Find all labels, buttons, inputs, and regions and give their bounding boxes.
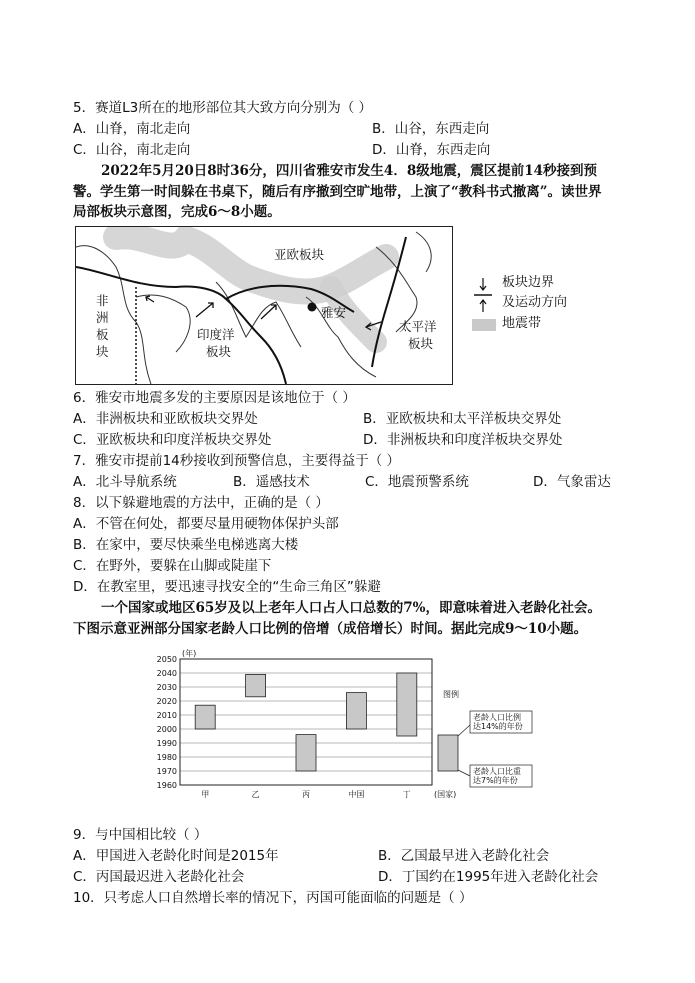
x-category-label: 甲 — [201, 790, 210, 799]
label-africa-char3: 板 — [96, 327, 109, 342]
q7-stem: 7．雅安市提前14秒接收到预警信息，主要得益于（ ） — [73, 453, 401, 469]
x-category-label: 中国 — [348, 790, 365, 799]
legend-belt-label: 地震带 — [502, 316, 542, 331]
q8-option-a: A．不管在何处，都要尽量用硬物体保护头部 — [73, 516, 339, 532]
y-tick-label: 2050 — [156, 655, 177, 664]
bar — [195, 705, 215, 729]
bar — [246, 674, 266, 696]
label-eurasia-plate: 亚欧板块 — [274, 247, 325, 262]
q7-option-d: D．气象雷达 — [533, 474, 611, 490]
legend-top-text: 达14%的年份 — [473, 722, 523, 731]
label-indian-plate-2: 板块 — [206, 344, 232, 359]
q6-option-c: C．亚欧板块和印度洋板块交界处 — [73, 432, 272, 448]
y-tick-label: 2030 — [156, 683, 177, 692]
legend-boundary-label-2: 及运动方向 — [502, 295, 568, 310]
legend-bottom-text: 老龄人口比重 — [473, 767, 521, 776]
label-pacific-plate-1: 太平洋 — [399, 319, 437, 334]
arrow-india-north — [261, 305, 276, 319]
boundary-legend-icon — [470, 275, 500, 315]
arrow-indian-north — [196, 303, 213, 317]
y-tick-label: 2020 — [156, 697, 177, 706]
y-unit-label: (年) — [182, 649, 197, 658]
q6-option-b: B．亚欧板块和太平洋板块交界处 — [363, 411, 562, 427]
q8-option-b: B．在家中，要尽快乘坐电梯逃离大楼 — [73, 537, 299, 553]
q8-option-c: C．在野外，要躲在山脚或陡崖下 — [73, 558, 272, 574]
q8-option-d: D．在教室里，要迅速寻找安全的“生命三角区”躲避 — [73, 579, 381, 595]
q5-stem: 5．赛道L3所在的地形部位其大致方向分别为（ ） — [73, 100, 372, 116]
q5-option-b: B．山谷，东西走向 — [372, 121, 490, 137]
x-category-label: 丁 — [402, 790, 411, 799]
q9-option-a: A．甲国进入老龄化时间是2015年 — [73, 848, 279, 864]
arrow-africa — [146, 296, 154, 302]
yaan-point — [308, 303, 317, 312]
x-category-label: 丙 — [302, 790, 310, 799]
q7-option-a: A．北斗导航系统 — [73, 474, 177, 490]
q5-option-a: A．山脊，南北走向 — [73, 121, 191, 137]
intro1-line3: 局部板块示意图，完成6～8小题。 — [73, 204, 281, 220]
y-tick-label: 1980 — [156, 753, 177, 762]
q7-option-b: B．遥感技术 — [233, 474, 310, 490]
bar — [296, 735, 316, 771]
q5-option-d: D．山脊，东西走向 — [372, 142, 491, 158]
q9-option-c: C．丙国最迟进入老龄化社会 — [73, 869, 245, 885]
x-axis-label: (国家) — [434, 790, 457, 799]
x-category-label: 乙 — [251, 790, 260, 799]
arabia-coast — [136, 295, 190, 352]
q9-option-d: D．丁国约在1995年进入老龄化社会 — [378, 869, 599, 885]
aging-chart-svg — [150, 647, 540, 807]
intro2-line1: 一个国家或地区65岁及以上老年人口占人口总数的7%，即意味着进入老龄化社会。 — [101, 600, 602, 616]
japan-coast — [416, 232, 431, 272]
q8-stem: 8．以下躲避地震的方法中，正确的是（ ） — [73, 495, 329, 511]
label-africa-char2: 洲 — [96, 310, 109, 325]
intro1-line2: 警。学生第一时间躲在书桌下，随后有序撤到空旷地带，上演了“教科书式撤离”。读世界 — [73, 184, 602, 200]
legend-belt-swatch — [472, 319, 496, 331]
legend-bar-swatch — [438, 735, 458, 771]
legend-leader-top — [458, 725, 470, 736]
legend-leader-bottom — [458, 770, 470, 776]
legend-boundary-label-1: 板块边界 — [502, 275, 555, 290]
label-pacific-plate-2: 板块 — [408, 336, 434, 351]
intro1-line1: 2022年5月20日8时36分，四川省雅安市发生4．8级地震，震区提前14秒接到预 — [101, 163, 598, 179]
label-indian-plate-1: 印度洋 — [197, 327, 235, 342]
q6-stem: 6．雅安市地震多发的主要原因是该地位于（ ） — [73, 390, 356, 406]
aging-chart — [150, 647, 540, 811]
y-tick-label: 1970 — [156, 767, 177, 776]
label-africa-char1: 非 — [96, 293, 109, 308]
legend-bottom-text: 达7%的年份 — [473, 776, 518, 785]
label-yaan: 雅安 — [321, 305, 347, 320]
q9-option-b: B．乙国最早进入老龄化社会 — [378, 848, 550, 864]
legend-top-text: 老龄人口比例 — [473, 713, 521, 722]
q6-option-d: D．非洲板块和印度洋板块交界处 — [363, 432, 563, 448]
y-tick-label: 2010 — [156, 711, 177, 720]
earthquake-belt — [116, 236, 386, 291]
y-tick-label: 1990 — [156, 739, 177, 748]
bar — [346, 693, 366, 729]
q5-option-c: C．山谷，南北走向 — [73, 142, 191, 158]
q6-option-a: A．非洲板块和亚欧板块交界处 — [73, 411, 258, 427]
label-africa-char4: 块 — [96, 344, 109, 359]
q7-option-c: C．地震预警系统 — [365, 474, 469, 490]
legend-title: 图例 — [443, 690, 459, 699]
plate-map-drawing — [76, 227, 452, 384]
plate-map — [75, 226, 453, 385]
y-tick-label: 2040 — [156, 669, 177, 678]
q10-stem: 10．只考虑人口自然增长率的情况下，丙国可能面临的问题是（ ） — [73, 890, 473, 906]
y-tick-label: 1960 — [156, 781, 177, 790]
y-tick-label: 2000 — [156, 725, 177, 734]
intro2-line2: 下图示意亚洲部分国家老龄人口比例的倍增（成倍增长）时间。据此完成9～10小题。 — [73, 621, 588, 637]
bar — [397, 673, 417, 736]
africa-coast — [76, 246, 151, 384]
q9-stem: 9．与中国相比较（ ） — [73, 827, 208, 843]
